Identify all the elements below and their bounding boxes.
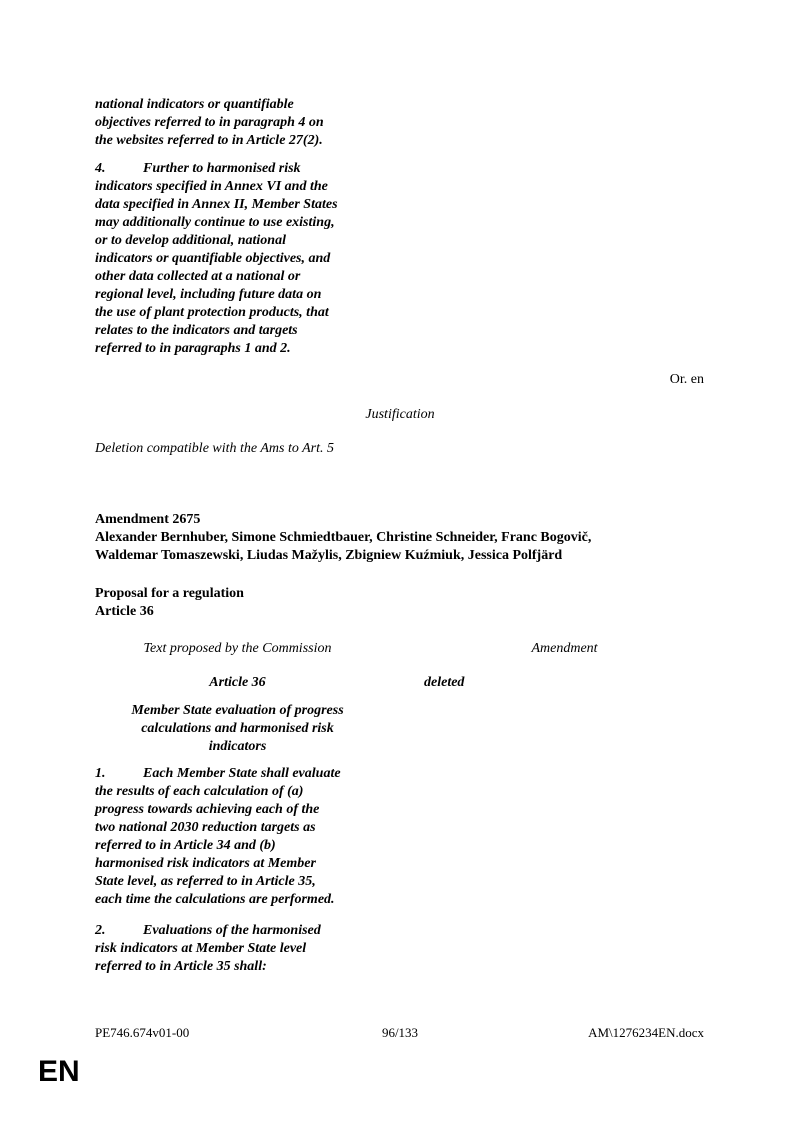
article-paragraph-1 [95,765,380,909]
justification-title: Justification [365,407,435,422]
article-title: Article 36 [209,675,266,690]
page-number: 96/133 [381,1025,419,1040]
previous-paragraph-4 [95,160,380,358]
text-line: data specified in Annex II, Member States [95,197,338,212]
text-line: indicators specified in Annex VI and the [95,179,328,194]
text-line: Member State evaluation of progress [131,703,344,718]
text-line: progress towards achieving each of the [95,802,320,817]
paragraph-number: 4. [95,161,106,176]
text-line: indicators or quantifiable objectives, and [95,251,331,266]
text-line: referred to in paragraphs 1 and 2. [95,341,291,356]
paragraph-number: 1. [95,766,106,781]
previous-paragraph-continuation [95,96,380,150]
text-line: the results of each calculation of (a) [95,784,304,799]
amendment-authors: Waldemar Tomaszewski, Liudas Mažylis, Zbigniew Kuźmiuk, Jessica Polfjärd [95,548,563,563]
amendment-authors: Alexander Bernhuber, Simone Schmiedtbauer, Christine Schneider, Franc Bogovič, [95,530,592,545]
text-line: relates to the indicators and targets [95,323,298,338]
proposal-article: Article 36 [95,604,154,619]
text-line: each time the calculations are performed. [95,892,335,907]
text-line: the websites referred to in Article 27(2). [95,133,323,148]
text-line: referred to in Article 34 and (b) [95,838,276,853]
paragraph-number: 2. [95,923,106,938]
text-line: harmonised risk indicators at Member [95,856,316,871]
language-code: EN [38,1055,80,1088]
text-line: Further to harmonised risk [143,161,301,176]
text-line: referred to in Article 35 shall: [95,959,267,974]
text-line: indicators [208,739,267,754]
text-line: calculations and harmonised risk [141,721,334,736]
text-line: State level, as referred to in Article 35, [95,874,316,889]
amendment-number: Amendment 2675 [95,512,201,527]
file-name: AM\1276234EN.docx [588,1025,704,1040]
text-line: or to develop additional, national [95,233,286,248]
deleted-label: deleted [424,675,465,690]
proposal-reference [95,585,244,621]
text-line: risk indicators at Member State level [95,941,307,956]
original-language: Or. en [669,372,704,387]
proposal-title: Proposal for a regulation [95,586,244,601]
amendment-header [95,511,735,565]
column-header-commission: Text proposed by the Commission [143,641,332,656]
document-reference: PE746.674v01-00 [95,1025,190,1040]
text-line: the use of plant protection products, that [95,305,329,320]
text-line: two national 2030 reduction targets as [95,820,316,835]
article-paragraph-2 [95,922,380,976]
text-line: national indicators or quantifiable [95,97,294,112]
text-line: objectives referred to in paragraph 4 on [95,115,324,130]
text-line: regional level, including future data on [95,287,322,302]
text-line: Evaluations of the harmonised [143,923,321,938]
text-line: other data collected at a national or [95,269,301,284]
text-line: Each Member State shall evaluate [143,766,341,781]
text-line: may additionally continue to use existing, [95,215,335,230]
justification-text: Deletion compatible with the Ams to Art. 5 [95,441,335,456]
article-subtitle [95,702,380,756]
column-header-amendment: Amendment [531,641,598,656]
